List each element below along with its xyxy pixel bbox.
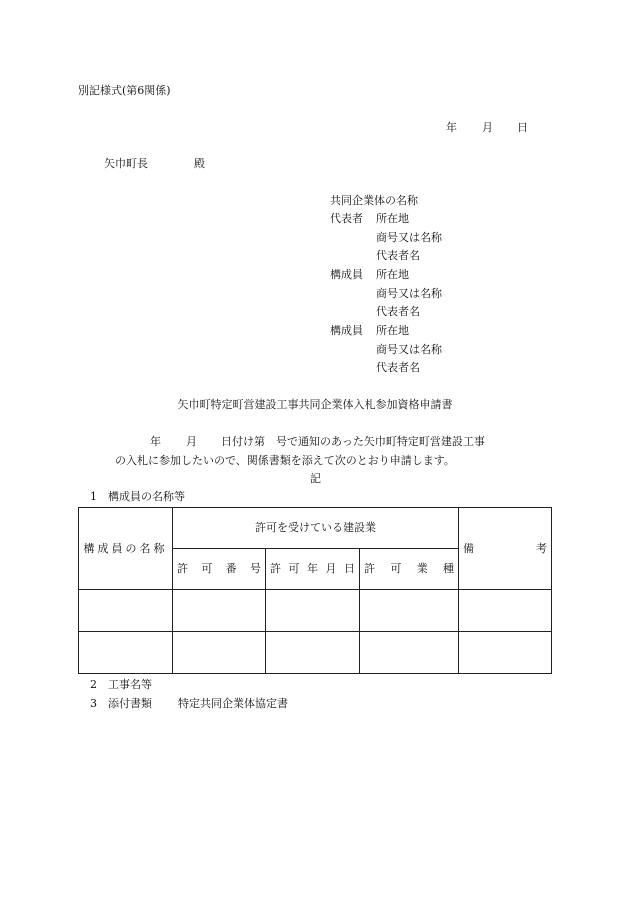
- permit-number-header-char: 許: [177, 562, 188, 575]
- permit-date-header-char: 可: [288, 562, 300, 575]
- member1-label: 構成員: [330, 268, 363, 281]
- form-label: 別記様式(第6関係): [78, 84, 171, 97]
- table-cell[interactable]: [459, 632, 552, 674]
- date-month-label: 月: [482, 121, 493, 134]
- addressee-name: 矢巾町長: [104, 157, 148, 170]
- body-line1-text: 日付け第 号で通知のあった矢巾町特定町営建設工事: [221, 435, 485, 448]
- member-table: [78, 507, 552, 674]
- permit-type-header-char: 可: [390, 562, 402, 575]
- permit-number-header: [173, 549, 266, 590]
- body-year-label: 年: [150, 435, 161, 448]
- section2-label: 2 工事名等: [90, 678, 152, 691]
- permit-date-header-char: 許: [270, 562, 281, 575]
- table-cell[interactable]: [360, 632, 459, 674]
- body-line2-text: の入札に参加したいので、関係書類を添えて次のとおり申請します。: [115, 454, 455, 467]
- member2-trade-name-label: 商号又は名称: [376, 343, 442, 356]
- permit-date-header: [266, 549, 360, 590]
- table-cell[interactable]: [266, 590, 360, 632]
- section1-label: 1 構成員の名称等: [90, 490, 185, 503]
- member1-rep-name-label: 代表者名: [376, 305, 420, 318]
- permit-header: [173, 508, 459, 549]
- table-cell[interactable]: [459, 590, 552, 632]
- member1-trade-name-label: 商号又は名称: [376, 287, 442, 300]
- table-cell[interactable]: [266, 632, 360, 674]
- table-cell[interactable]: [173, 632, 266, 674]
- member2-address-label: 所在地: [376, 324, 409, 337]
- permit-header-text: 許可を受けている建設業: [255, 521, 377, 534]
- jv-name-label: 共同企業体の名称: [330, 194, 418, 207]
- table-cell[interactable]: [79, 590, 173, 632]
- table-row: [79, 590, 552, 632]
- table-cell[interactable]: [173, 590, 266, 632]
- table-row: [79, 632, 552, 674]
- remarks-header-char-2: 考: [536, 541, 548, 555]
- remarks-header-char-1: 備: [463, 541, 475, 555]
- representative-rep-name-label: 代表者名: [376, 249, 420, 262]
- representative-address-label: 所在地: [376, 212, 409, 225]
- member1-address-label: 所在地: [376, 268, 409, 281]
- representative-trade-name-label: 商号又は名称: [376, 231, 442, 244]
- representative-label: 代表者: [330, 212, 363, 225]
- member2-rep-name-label: 代表者名: [376, 361, 420, 374]
- section3-label: 3 添付書類: [90, 697, 152, 710]
- table-cell[interactable]: [79, 632, 173, 674]
- permit-date-header-char: 日: [344, 562, 355, 575]
- date-day-label: 日: [517, 121, 528, 134]
- addressee-honorific: 殿: [194, 157, 205, 170]
- permit-date-header-char: 年: [307, 562, 318, 575]
- table-cell[interactable]: [360, 590, 459, 632]
- permit-type-header-char: 業: [416, 562, 428, 575]
- date-year-label: 年: [446, 121, 457, 134]
- permit-number-header-char: 番: [225, 562, 237, 575]
- ki-label: 記: [310, 472, 321, 485]
- member2-label: 構成員: [330, 324, 363, 337]
- remarks-header: [459, 508, 552, 590]
- permit-number-header-char: 号: [249, 562, 261, 575]
- permit-type-header: [360, 549, 459, 590]
- permit-date-header-char: 月: [325, 562, 337, 575]
- member-name-header: [79, 508, 173, 590]
- document-title: 矢巾町特定町営建設工事共同企業体入札参加資格申請書: [177, 398, 453, 411]
- member-name-header-text: 構成員の名称: [83, 541, 168, 555]
- body-month-label: 月: [186, 435, 197, 448]
- permit-number-header-char: 可: [201, 562, 213, 575]
- permit-type-header-char: 許: [364, 562, 375, 575]
- section3-value: 特定共同企業体協定書: [178, 697, 288, 710]
- permit-type-header-char: 種: [443, 562, 455, 575]
